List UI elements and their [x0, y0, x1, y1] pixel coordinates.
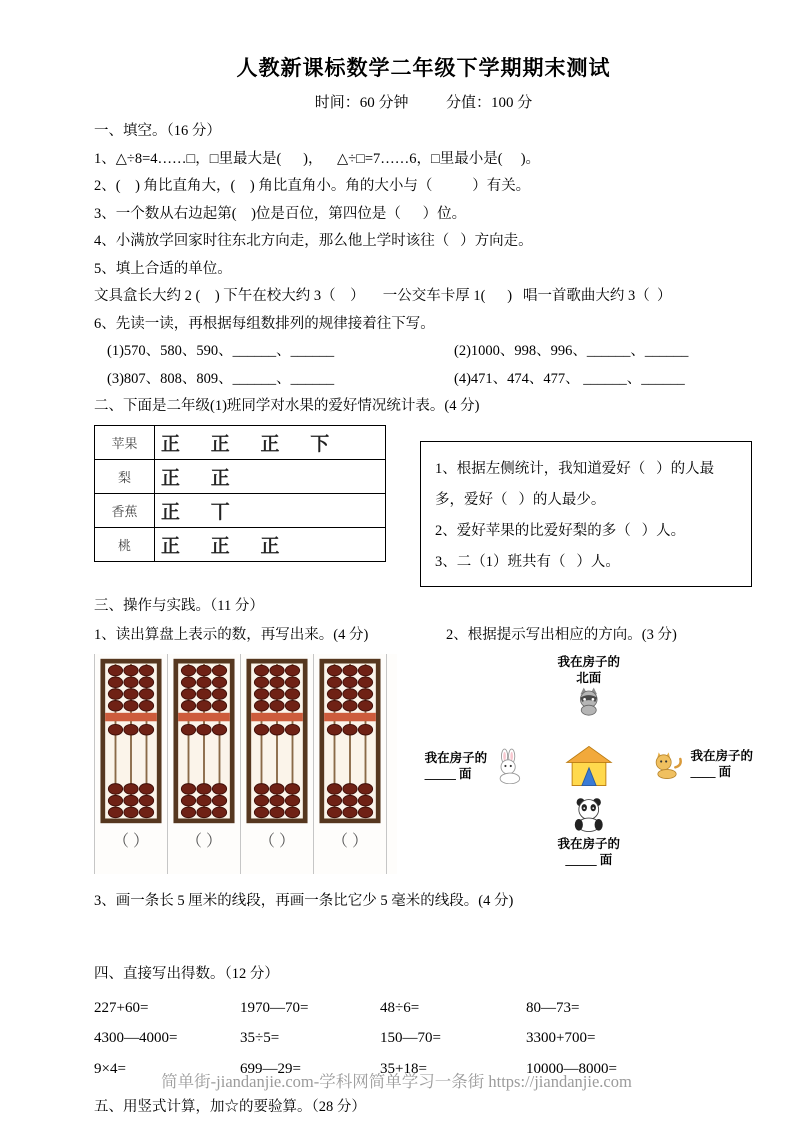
direction-diagram	[425, 654, 753, 868]
calc-item: 48÷6=	[380, 999, 420, 1016]
question-1: 1、△÷8=4……□，□里最大是( )， △÷□=7……6，□里最小是( )。	[94, 150, 541, 167]
cat-icon	[650, 749, 684, 779]
table-row	[95, 459, 386, 493]
abacus-cell	[94, 654, 167, 874]
table-row	[95, 493, 386, 527]
section4-heading: 四、直接写出得数。（12 分）	[94, 966, 279, 982]
calc-item: 150—70=	[380, 1030, 441, 1046]
watermark-footer: 简单街-jiandanjie.com-学科网简单学习一条街 https://jiandanjie.com	[161, 1072, 632, 1091]
abacus-answer-blank: （ ）	[185, 832, 222, 850]
section3-q1: 1、读出算盘上表示的数，再写出来。(4 分)	[94, 627, 369, 643]
direction-west-label: 我在房子的	[424, 750, 488, 765]
section2-heading: 二、下面是二年级(1)班同学对水果的爱好情况统计表。(4 分)	[94, 398, 480, 414]
abacus-icon	[173, 657, 235, 825]
question-4: 4、小满放学回家时往东北方向走，那么他上学时该往（ ）方向走。	[94, 233, 533, 249]
abacus-icon	[319, 657, 381, 825]
fruit-label: 苹果	[95, 425, 155, 459]
calc-item: 227+60=	[94, 999, 149, 1016]
panda-icon	[571, 796, 607, 832]
question-5-units: 文具盒长大约 2 ( ) 下午在校大约 3（ ） 一公交车卡厚 1( ) 唱一首歌曲大约 3（ ）	[94, 288, 672, 304]
section1-heading: 一、填空。（16 分）	[94, 123, 221, 139]
direction-south-block	[558, 796, 621, 868]
fruit-label: 香蕉	[95, 493, 155, 527]
tally-marks: 正 正 正 下	[155, 425, 386, 459]
direction-south-label: 我在房子的	[557, 836, 621, 851]
statistics-questions-box	[420, 441, 752, 587]
abacus-cell	[240, 654, 313, 874]
calc-item: 699—29=	[240, 1060, 301, 1077]
page-title: 人教新课标数学二年级下学期期末测试	[236, 56, 611, 80]
direction-north-answer: 北面	[576, 670, 602, 685]
table-row	[95, 527, 386, 561]
raccoon-icon	[574, 686, 604, 716]
stat-question-3: 3、二（1）班共有（ ）人。	[435, 553, 620, 570]
q6-item-4: (4)471、474、477、 ______、______	[454, 370, 685, 387]
fruit-tally-table	[94, 425, 386, 562]
calc-item: 80—73=	[526, 999, 580, 1016]
direction-north-label: 我在房子的	[557, 654, 621, 669]
q6-item-1: (1)570、580、590、______、______	[107, 343, 335, 359]
abacus-icon	[246, 657, 308, 825]
calc-item: 35+18=	[380, 1060, 427, 1077]
direction-east-block	[650, 748, 753, 780]
calc-item: 10000—8000=	[526, 1060, 617, 1077]
calc-item: 9×4=	[94, 1060, 126, 1077]
direction-east-label: 我在房子的	[690, 748, 753, 763]
tally-marks: 正 正	[155, 459, 386, 493]
q6-item-2: (2)1000、998、996、______、______	[454, 343, 689, 359]
question-2: 2、( ) 角比直角大，( ) 角比直角小。角的大小与（ ）有关。	[94, 178, 531, 194]
section3-q2: 2、根据提示写出相应的方向。(3 分)	[446, 627, 677, 643]
abacus-cell	[167, 654, 240, 874]
question-6: 6、先读一读，再根据每组数排列的规律接着往下写。	[94, 315, 435, 332]
table-row	[95, 425, 386, 459]
house-icon	[565, 744, 613, 788]
direction-west-block	[425, 748, 526, 784]
abacus-answer-blank: （ ）	[258, 832, 295, 850]
tally-marks: 正 正 正	[155, 527, 386, 561]
calc-item: 4300—4000=	[94, 1030, 178, 1046]
stat-question-1: 1、根据左侧统计，我知道爱好（ ）的人最多，爱好（ ）的人最少。	[435, 460, 715, 508]
abacus-panel	[94, 654, 397, 874]
q6-item-3: (3)807、808、809、______、______	[107, 370, 335, 387]
time-score-line: 时间：60 分钟 分值：100 分	[314, 95, 533, 111]
abacus-answer-blank: （ ）	[112, 832, 149, 850]
question-5: 5、填上合适的单位。	[94, 260, 232, 277]
fruit-label: 梨	[95, 459, 155, 493]
direction-south-answer: _____ 面	[565, 852, 613, 867]
fruit-label: 桃	[95, 527, 155, 561]
section3-heading: 三、操作与实践。（11 分）	[94, 597, 264, 614]
section3-q3: 3、画一条长 5 厘米的线段，再画一条比它少 5 毫米的线段。(4 分)	[94, 892, 514, 909]
calc-item: 1970—70=	[240, 999, 309, 1016]
direction-north-block	[558, 654, 621, 720]
stat-question-2: 2、爱好苹果的比爱好梨的多（ ）人。	[435, 522, 686, 539]
question-3: 3、一个数从右边起第( )位是百位，第四位是（ ）位。	[94, 205, 467, 222]
direction-east-answer: ____ 面	[690, 764, 732, 779]
direction-west-answer: _____ 面	[424, 766, 472, 781]
section5-heading: 五、用竖式计算，加☆的要验算。（28 分）	[94, 1099, 366, 1115]
rabbit-icon	[493, 748, 525, 784]
abacus-icon	[100, 657, 162, 825]
tally-marks: 正 丅	[155, 493, 386, 527]
calc-item: 35÷5=	[240, 1030, 280, 1046]
abacus-answer-blank: （ ）	[331, 832, 368, 850]
calc-item: 3300+700=	[526, 1030, 596, 1046]
abacus-cell	[313, 654, 387, 874]
